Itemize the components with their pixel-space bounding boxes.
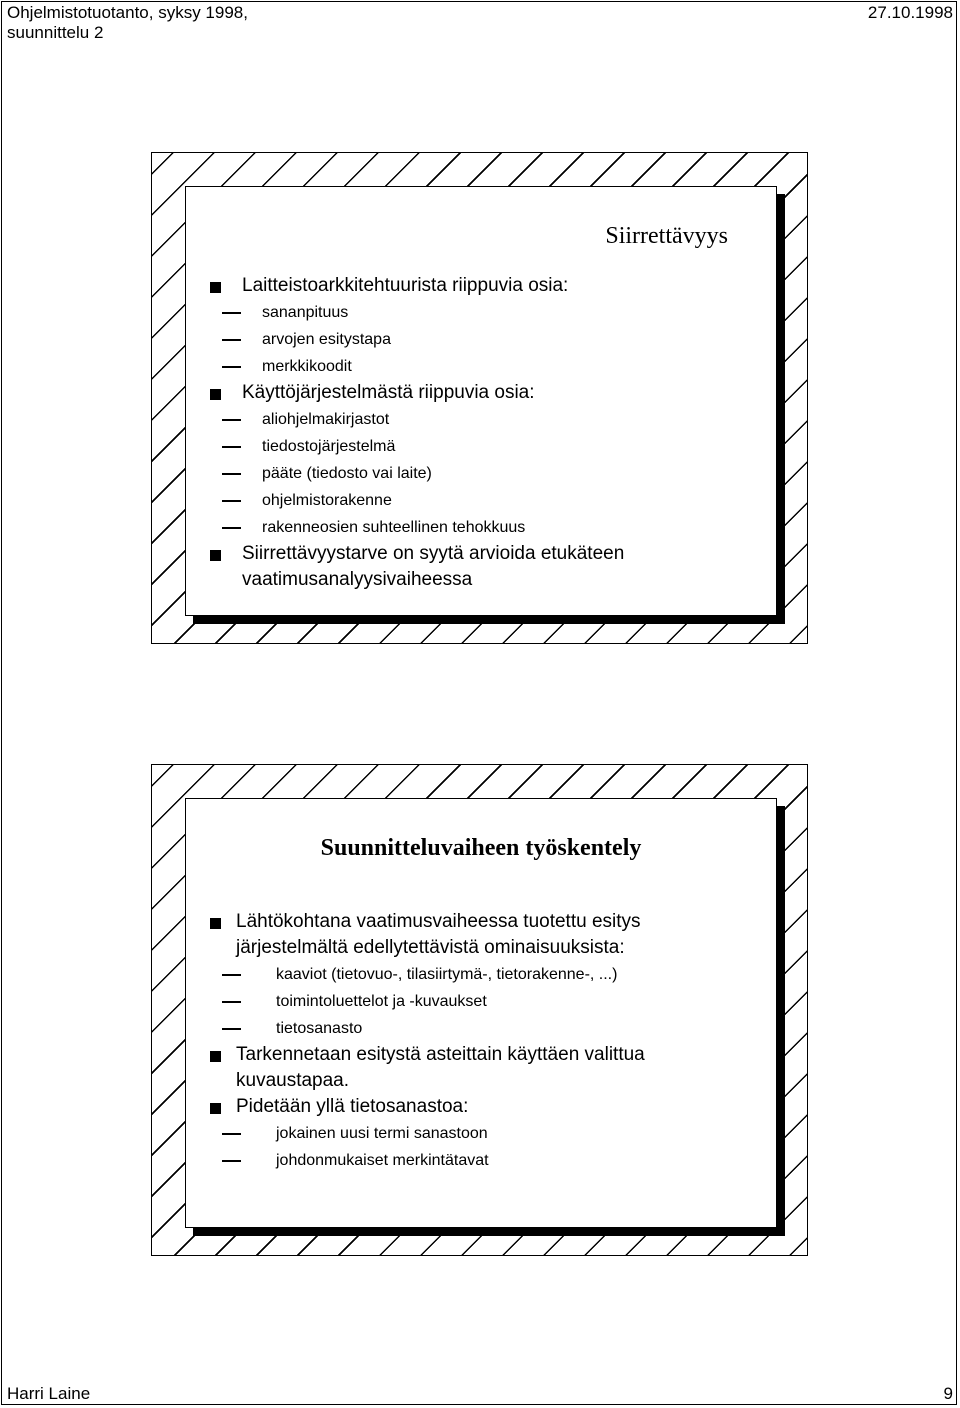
footer-author: Harri Laine xyxy=(7,1384,91,1403)
dash-icon xyxy=(222,527,241,529)
sub-item-text: pääte (tiedosto vai laite) xyxy=(262,465,432,482)
bullet-text-line1: Tarkennetaan esitystä asteittain käyttäen valittua xyxy=(236,1044,645,1065)
sub-item xyxy=(208,514,756,541)
slide-title: Suunnitteluvaiheen työskentely xyxy=(320,835,642,861)
dash-icon xyxy=(222,473,241,475)
bullet-text-line2: järjestelmältä edellytettävistä ominaisuuksista: xyxy=(236,937,625,958)
sub-item xyxy=(208,1147,756,1174)
sub-item xyxy=(208,353,756,380)
square-bullet-icon xyxy=(210,918,221,929)
sub-item-text: johdonmukaiset merkintätavat xyxy=(276,1152,489,1169)
sub-item-text: sananpituus xyxy=(262,304,349,321)
page-header-course xyxy=(7,3,248,43)
footer-page-number: 9 xyxy=(943,1384,953,1403)
dash-icon xyxy=(222,500,241,502)
slide-card xyxy=(185,798,777,1228)
sub-item xyxy=(208,460,756,487)
bullet-text-line1: Siirrettävyystarve on syytä arvioida etukäteen xyxy=(242,543,625,564)
slide-content xyxy=(208,909,756,1174)
sub-item-text: kaaviot (tietovuo-, tilasiirtymä-, tietorakenne-, ...) xyxy=(276,966,618,983)
slide-title: Siirrettävyys xyxy=(605,223,728,249)
dash-icon xyxy=(222,1001,241,1003)
slide-card xyxy=(185,186,777,616)
square-bullet-icon xyxy=(210,389,221,400)
dash-icon xyxy=(222,419,241,421)
slide-portability xyxy=(151,152,808,644)
sub-item xyxy=(208,299,756,326)
bullet-item xyxy=(208,909,756,961)
bullet-text: Käyttöjärjestelmästä riippuvia osia: xyxy=(242,382,535,403)
slide-content xyxy=(208,273,756,593)
sub-item-text: arvojen esitystapa xyxy=(262,331,391,348)
square-bullet-icon xyxy=(210,1051,221,1062)
sub-item-text: tietosanasto xyxy=(276,1020,363,1037)
dash-icon xyxy=(222,339,241,341)
header-course-line2: suunnittelu 2 xyxy=(7,23,104,42)
bullet-item xyxy=(208,1042,756,1094)
square-bullet-icon xyxy=(210,550,221,561)
sub-item xyxy=(208,406,756,433)
sub-item xyxy=(208,988,756,1015)
dash-icon xyxy=(222,974,241,976)
bullet-text: Pidetään yllä tietosanastoa: xyxy=(236,1096,469,1117)
sub-item xyxy=(208,433,756,460)
sub-item-text: jokainen uusi termi sanastoon xyxy=(276,1125,488,1142)
bullet-item xyxy=(208,1094,756,1120)
sub-item-text: toimintoluettelot ja -kuvaukset xyxy=(276,993,487,1010)
bullet-text-line2: kuvaustapaa. xyxy=(236,1070,350,1091)
sub-item xyxy=(208,961,756,988)
dash-icon xyxy=(222,1028,241,1030)
bullet-item xyxy=(208,541,756,593)
square-bullet-icon xyxy=(210,282,221,293)
slide-design-phase xyxy=(151,764,808,1256)
sub-item-text: merkkikoodit xyxy=(262,358,352,375)
sub-item-text: aliohjelmakirjastot xyxy=(262,411,390,428)
dash-icon xyxy=(222,366,241,368)
sub-item xyxy=(208,1015,756,1042)
sub-item xyxy=(208,1120,756,1147)
sub-item-text: tiedostojärjestelmä xyxy=(262,438,396,455)
header-course-line1: Ohjelmistotuotanto, syksy 1998, xyxy=(7,3,248,22)
bullet-text: Laitteistoarkkitehtuurista riippuvia osia: xyxy=(242,275,569,296)
bullet-item xyxy=(208,273,756,299)
dash-icon xyxy=(222,1160,241,1162)
bullet-text-line2: vaatimusanalyysivaiheessa xyxy=(242,569,473,590)
header-date: 27.10.1998 xyxy=(867,3,953,22)
sub-item-text: ohjelmistorakenne xyxy=(262,492,392,509)
dash-icon xyxy=(222,446,241,448)
bullet-item xyxy=(208,380,756,406)
bullet-text-line1: Lähtökohtana vaatimusvaiheessa tuotettu esitys xyxy=(236,911,641,932)
sub-item xyxy=(208,487,756,514)
sub-item-text: rakenneosien suhteellinen tehokkuus xyxy=(262,519,526,536)
dash-icon xyxy=(222,1133,241,1135)
square-bullet-icon xyxy=(210,1103,221,1114)
sub-item xyxy=(208,326,756,353)
dash-icon xyxy=(222,312,241,314)
